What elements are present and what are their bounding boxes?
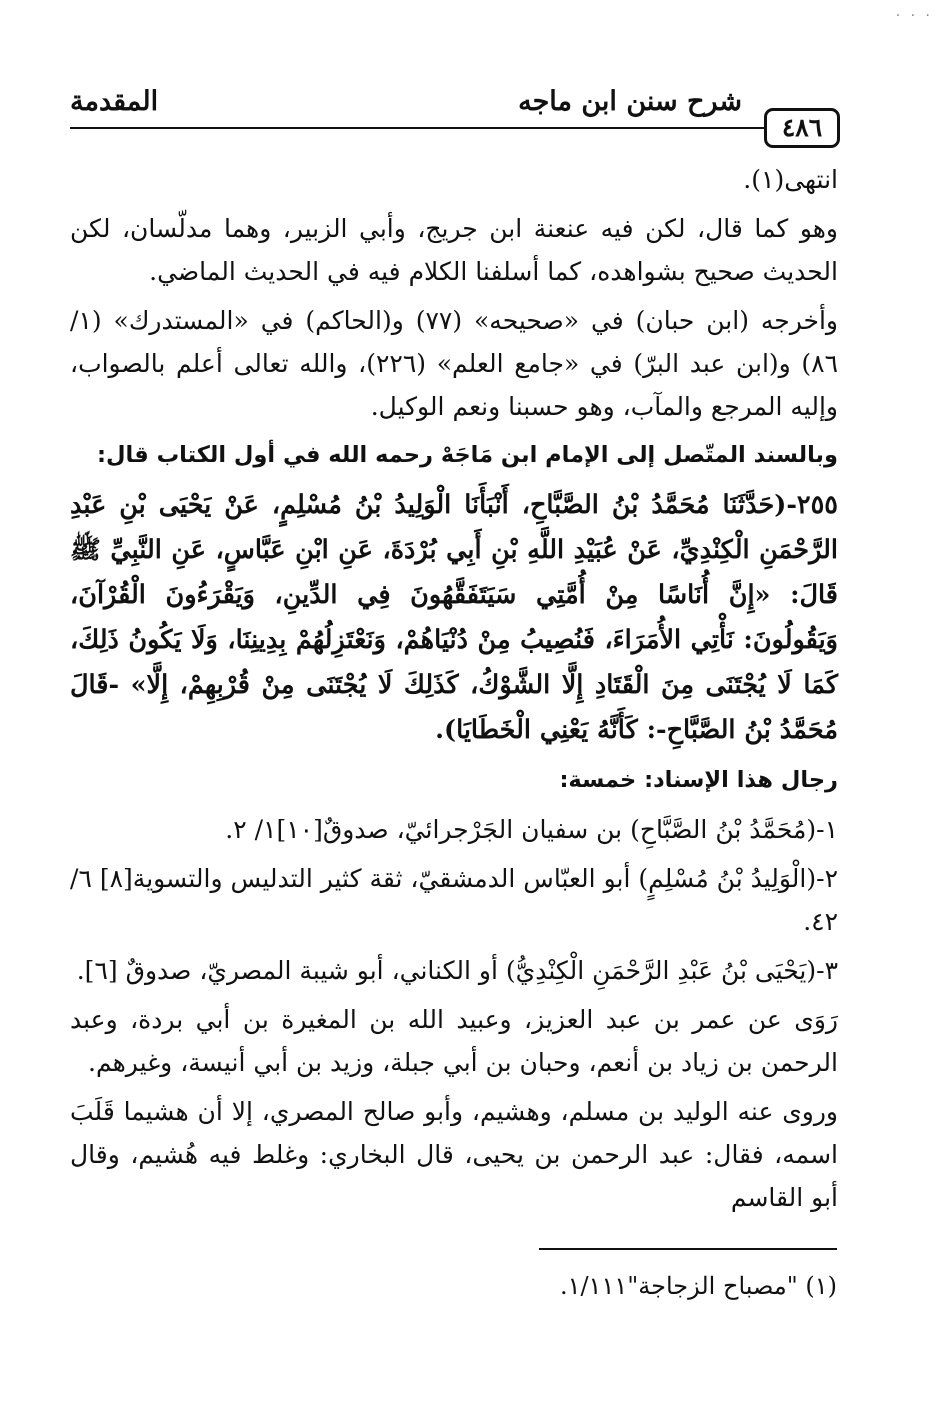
footnote-rule: [539, 1248, 837, 1250]
narrator-item-2: ٢-(الْوَلِيدُ بْنُ مُسْلِمٍ) أبو العبّاس الدمشقيّ، ثقة كثير التدليس والتسوية[٨] ٦/ ٤٢.: [70, 864, 839, 936]
paragraph-isnad-heading: وبالسند المتّصل إلى الإمام ابن مَاجَهْ رحمه الله في أول الكتاب قال:: [97, 442, 838, 468]
paragraph-narrated-from: رَوَى عن عمر بن عبد العزيز، وعبيد الله بن المغيرة بن أبي بردة، وعبد الرحمن بن زياد بن أنعم، وحبان بن أبي جبلة، وزيد بن أبي أنيسة، وغيرهم.: [70, 1005, 838, 1077]
hadith-text: ٢٥٥-(حَدَّثَنَا مُحَمَّدُ بْنُ الصَّبَّاحِ، أَنْبَأَنَا الْوَلِيدُ بْنُ مُسْلِمٍ، عَنْ يَحْيَى بْنِ عَبْدِ الرَّحْمَنِ الْكِنْدِيِّ، عَنْ عُبَيْدِ اللَّهِ بْنِ أَبِي بُرْدَةَ، عَنِ ابْنِ عَبَّاسٍ، عَنِ النَّبِيِّ ﷺ قَالَ: «إِنَّ أُنَاسًا مِنْ أُمَّتِي سَيَتَفَقَّهُونَ فِي الدِّينِ، وَيَقْرَءُونَ الْقُرْآنَ، وَيَقُولُونَ: نَأْتِي الأُمَرَاءَ، فَنُصِيبُ مِنْ دُنْيَاهُمْ، وَنَعْتَزِلُهُمْ بِدِينِنَا، وَلَا يَكُونُ ذَلِكَ، كَمَا لَا يُجْتَنَى مِنَ الْقَتَادِ إِلَّا الشَّوْكُ، كَذَلِكَ لَا يُجْتَنَى مِنْ قُرْبِهِمْ، إِلَّا» -قَالَ مُحَمَّدُ بْنُ الصَّبَّاحِ-: كَأَنَّهُ يَعْنِي الْخَطَايَا).: [70, 490, 838, 745]
footnote: (١) "مصباح الزجاجة"١/١١١.: [559, 1272, 837, 1300]
narrators-heading: رجال هذا الإسناد: خمسة:: [559, 767, 838, 793]
section-title: المقدمة: [70, 86, 159, 117]
page-body: [70, 158, 838, 1219]
paragraph-commentary: وهو كما قال، لكن فيه عنعنة ابن جريج، وأبي الزبير، وهما مدلّسان، لكن الحديث صحيح بشواهده، كما أسلفنا الكلام فيه في الحديث الماضي.: [70, 214, 838, 286]
book-title: شرح سنن ابن ماجه: [518, 86, 742, 117]
narrator-item-1: ١-(مُحَمَّدُ بْنُ الصَّبَّاحِ) بن سفيان الجَرْجرائيّ، صدوقٌ[١٠]١/ ٢.: [225, 815, 838, 844]
narrator-item-3: ٣-(يَحْيَى بْنُ عَبْدِ الرَّحْمَنِ الْكِنْدِيُّ) أو الكناني، أبو شيبة المصريّ، صدوقٌ [٦].: [76, 956, 838, 985]
scan-mark: · · ·: [895, 8, 933, 24]
header-rule: [70, 127, 765, 129]
paragraph-narrated-by: وروى عنه الوليد بن مسلم، وهشيم، وأبو صالح المصري، إلا أن هشيما قَلَبَ اسمه، فقال: عبد الرحمن بن يحيى، قال البخاري: وغلط فيه هُشيم، وقال أبو القاسم: [70, 1097, 838, 1212]
paragraph-takhrij: وأخرجه (ابن حبان) في «صحيحه» (٧٧) و(الحاكم) في «المستدرك» (١/ ٨٦) و(ابن عبد البرّ) في «جامع العلم» (٢٢٦)، والله تعالى أعلم بالصواب، وإليه المرجع والمآب، وهو حسبنا ونعم الوكيل.: [70, 306, 838, 421]
page-header: [70, 84, 840, 144]
paragraph-intiha: انتهى(١).: [743, 165, 838, 194]
page-number: ٤٨٦: [764, 108, 840, 148]
